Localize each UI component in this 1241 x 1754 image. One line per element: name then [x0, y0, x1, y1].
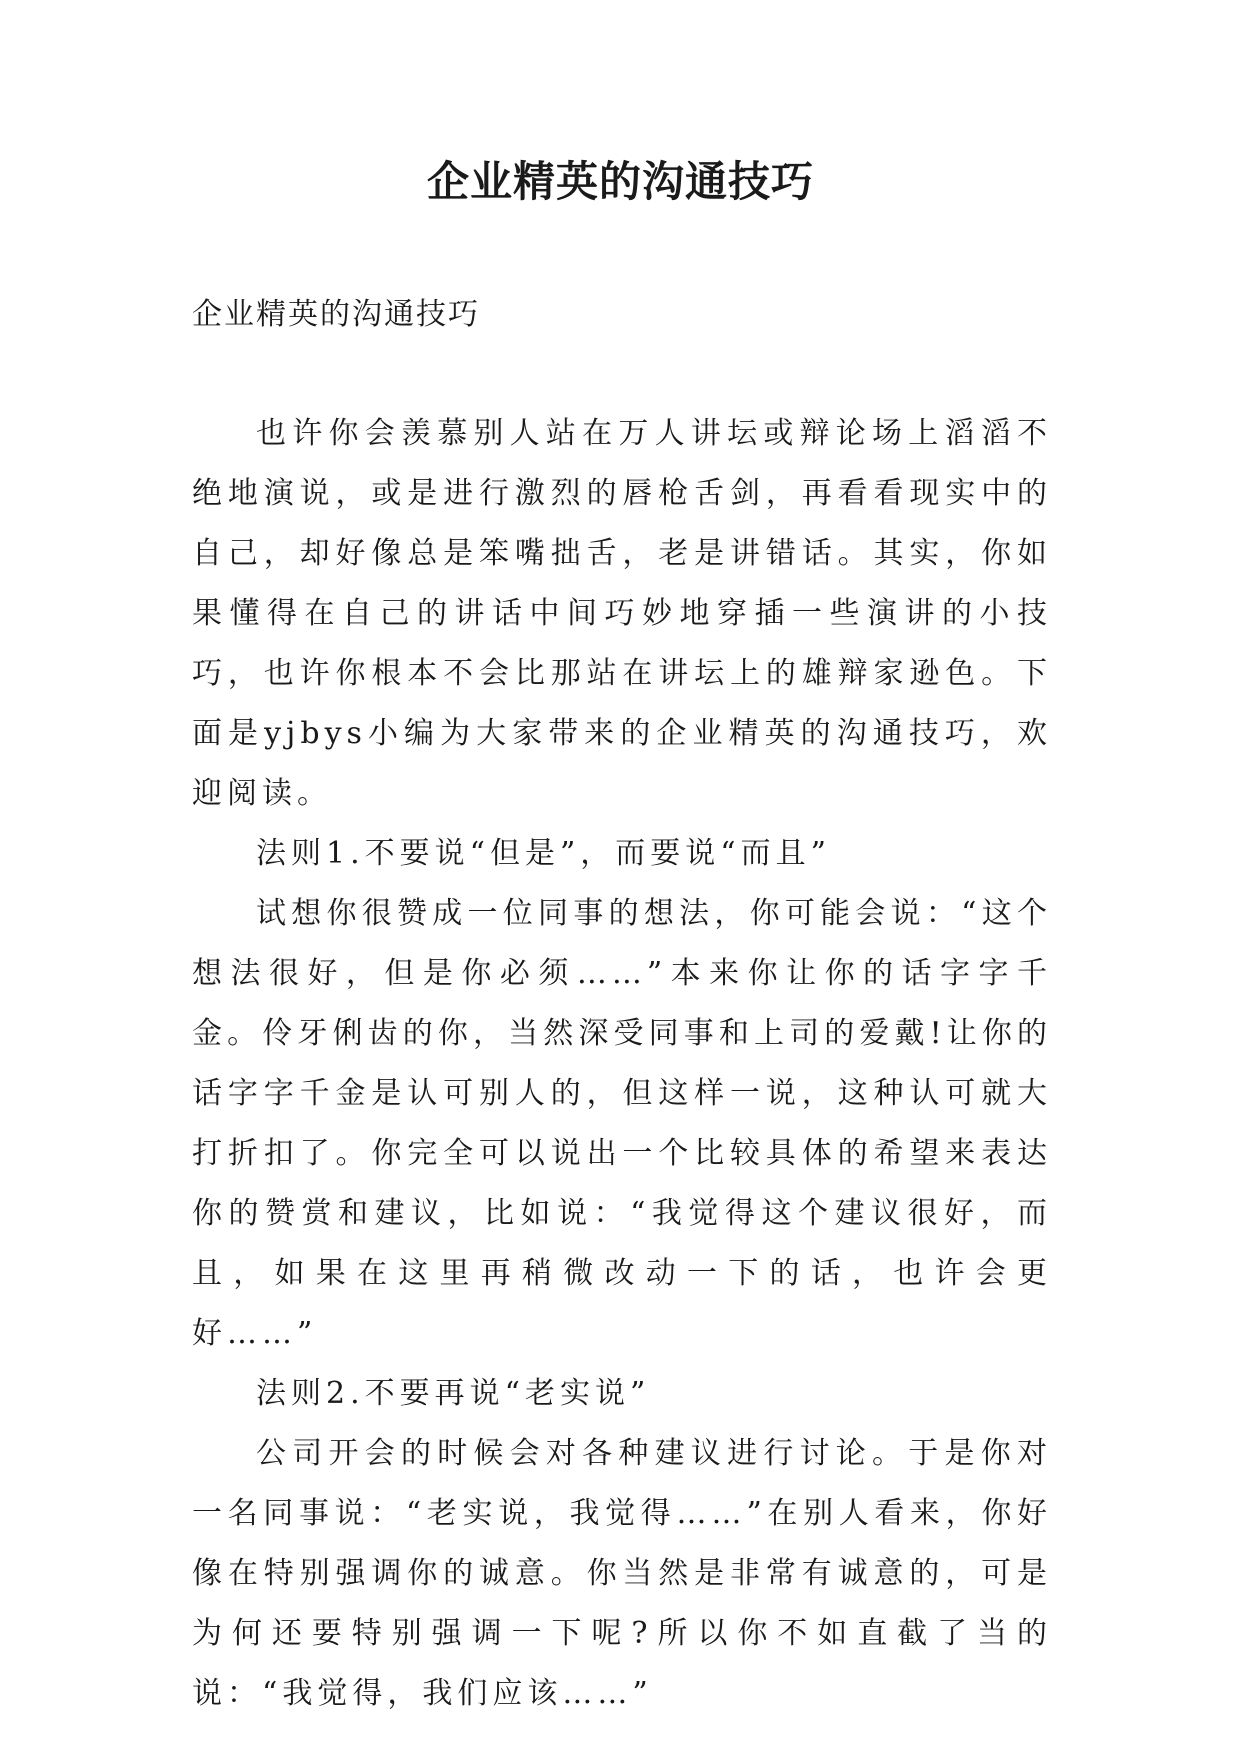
rule-1-heading: 法则1.不要说“但是”，而要说“而且”: [256, 836, 831, 871]
document-body: [192, 404, 1052, 1724]
document-title: 企业精英的沟通技巧: [426, 157, 814, 206]
rule-1-paragraph: 试想你很赞成一位同事的想法，你可能会说：“这个想法很好，但是你必须……”本来你让你的话字字千金。伶牙俐齿的你，当然深受同事和上司的爱戴!让你的话字字千金是认可别人的，但这样一说，这种认可就大打折扣了。你完全可以说出一个比较具体的希望来表达你的赞赏和建议，比如说：“我觉得这个建议很好，而且，如果在这里再稍微改动一下的话，也许会更好……”: [192, 896, 1052, 1351]
intro-paragraph: 也许你会羡慕别人站在万人讲坛或辩论场上滔滔不绝地演说，或是进行激烈的唇枪舌剑，再看看现实中的自己，却好像总是笨嘴拙舌，老是讲错话。其实，你如果懂得在自己的讲话中间巧妙地穿插一些演讲的小技巧，也许你根本不会比那站在讲坛上的雄辩家逊色。下面是yjbys小编为大家带来的企业精英的沟通技巧，欢迎阅读。: [192, 416, 1052, 811]
rule-2-paragraph: 公司开会的时候会对各种建议进行讨论。于是你对一名同事说：“老实说，我觉得……”在别人看来，你好像在特别强调你的诚意。你当然是非常有诚意的，可是为何还要特别强调一下呢?所以你不如直截了当的说：“我觉得，我们应该……”: [192, 1436, 1052, 1711]
rule-2-heading: 法则2.不要再说“老实说”: [256, 1376, 651, 1411]
document-subtitle: 企业精英的沟通技巧: [192, 297, 480, 332]
